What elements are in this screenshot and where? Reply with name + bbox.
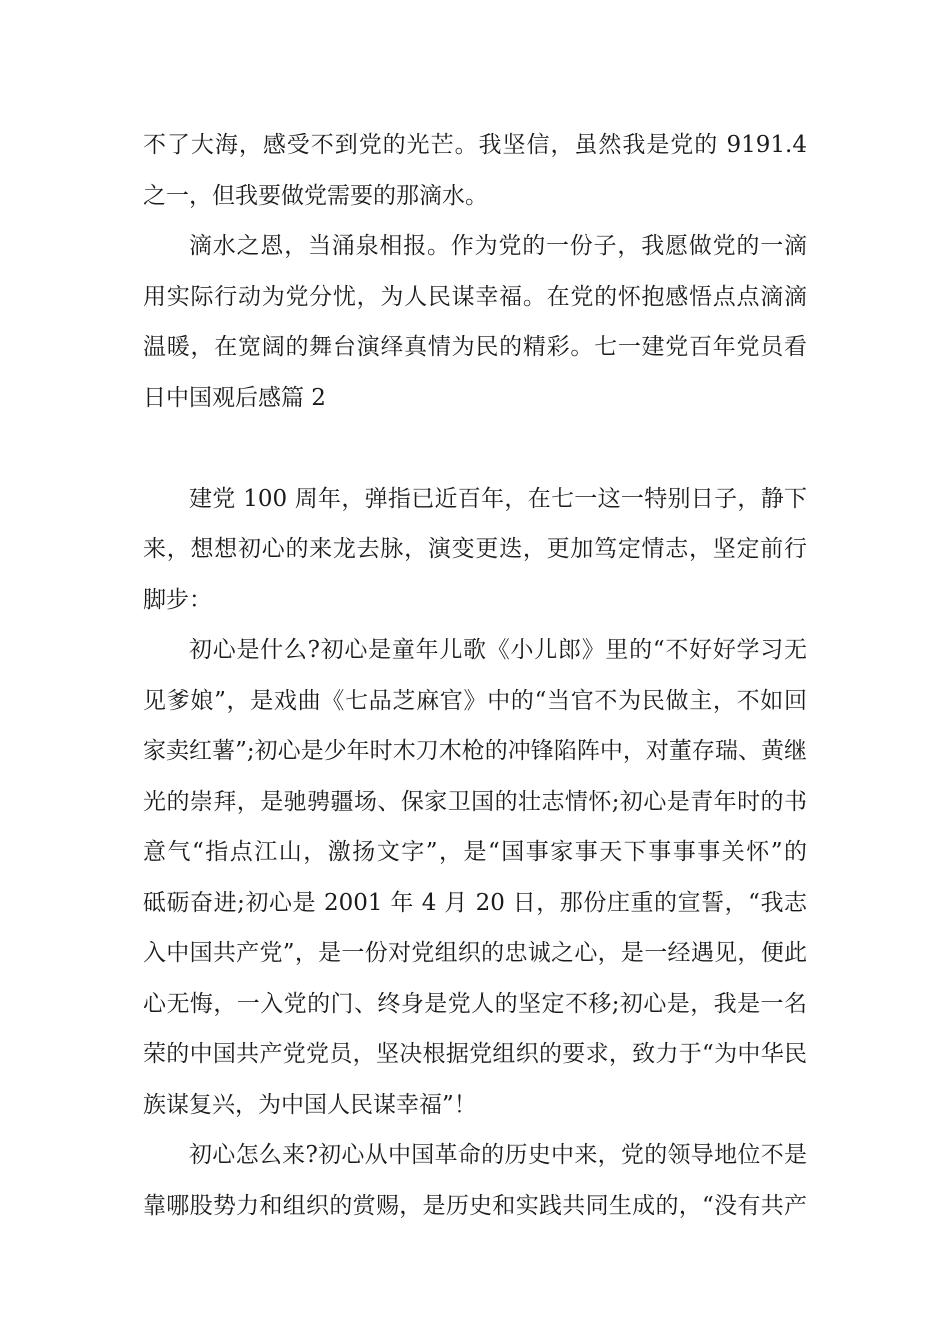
paragraph-first-line: 建党 100 周年，弹指已近百年，在七一这一特别日子，静下 bbox=[189, 485, 807, 512]
text-line: 脚步： bbox=[143, 586, 212, 613]
text-line: 入中国共产党”，是一份对党组织的忠诚之心，是一经遇见，便此 bbox=[143, 940, 807, 966]
text-line: 温暖，在宽阔的舞台演绎真情为民的精彩。七一建党百年党员看 bbox=[143, 334, 807, 360]
text-line: 意气“指点江山，激扬文字”，是“国事家事天下事事事关怀”的 bbox=[143, 839, 807, 865]
blank-line bbox=[143, 423, 807, 474]
paragraph-first-line: 滴水之恩，当涌泉相报。作为党的一份子，我愿做党的一滴 bbox=[189, 233, 807, 259]
paragraph-first-line: 初心是什么?初心是童年儿歌《小儿郎》里的“不好好学习无 bbox=[189, 637, 807, 663]
text-line: 用实际行动为党分忧，为人民谋幸福。在党的怀抱感悟点点滴滴 bbox=[143, 283, 807, 310]
text-line: 心无悔，一入党的门、终身是党人的坚定不移;初心是，我是一名 bbox=[143, 990, 807, 1017]
text-line: 荣的中国共产党党员，坚决根据党组织的要求，致力于“为中华民 bbox=[143, 1041, 807, 1067]
document-body bbox=[143, 120, 807, 1231]
text-line: 光的崇拜，是驰骋疆场、保家卫国的壮志情怀;初心是青年时的书 bbox=[143, 788, 807, 815]
text-line: 靠哪股势力和组织的赏赐，是历史和实践共同生成的，“没有共产 bbox=[143, 1192, 807, 1219]
text-line: 家卖红薯”;初心是少年时木刀木枪的冲锋陷阵中，对董存瑞、黄继 bbox=[143, 738, 807, 764]
text-line: 不了大海，感受不到党的光芒。我坚信，虽然我是党的 9191.4 bbox=[143, 132, 807, 158]
text-line: 砥砺奋进;初心是 2001 年 4 月 20 日，那份庄重的宣誓，“我志 bbox=[143, 889, 807, 916]
paragraph-first-line: 初心怎么来?初心从中国革命的历史中来，党的领导地位不是 bbox=[189, 1142, 807, 1168]
text-line: 来，想想初心的来龙去脉，演变更迭，更加笃定情志，坚定前行 bbox=[143, 536, 807, 562]
text-line: 之一，但我要做党需要的那滴水。 bbox=[143, 182, 488, 209]
text-line: 族谋复兴，为中国人民谋幸福”！ bbox=[143, 1091, 477, 1118]
text-line: 见爹娘”，是戏曲《七品芝麻官》中的“当官不为民做主，不如回 bbox=[143, 687, 807, 714]
text-line: 日中国观后感篇 2 bbox=[143, 384, 326, 411]
